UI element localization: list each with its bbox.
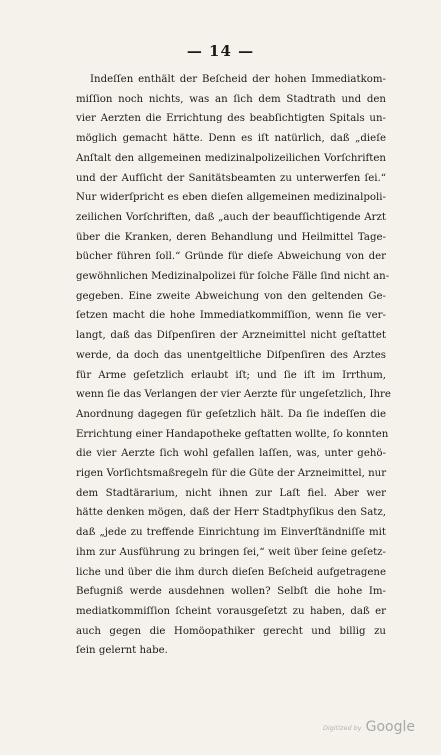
text-line: bücher führen ſoll.“ Gründe für dieſe Abweichung von der [76, 251, 386, 263]
text-line: dem Stadtärarium, nicht ihnen zur Laſt fiel. Aber wer [76, 487, 386, 499]
page-number: — 14 — [186, 42, 255, 60]
text-line: über die Kranken, deren Behandlung und Heilmittel Tage- [76, 231, 386, 243]
text-line: möglich gemacht hätte. Denn es iſt natürlich, daß „dieſe [76, 133, 386, 145]
text-line: gewöhnlichen Medizinalpolizei für ſolche Fälle ſind nicht an- [76, 271, 390, 283]
text-line: Indeſſen enthält der Beſcheid der hohen Immediatkom- [90, 74, 386, 85]
text-line: ſein gelernt habe. [76, 645, 168, 657]
digitized-label: Digitized by [322, 724, 362, 732]
digitized-watermark [323, 719, 415, 735]
text-line: gegeben. Eine zweite Abweichung von den geltenden Ge- [76, 290, 386, 302]
text-line: rigen Vorſichtsmaßregeln für die Güte der Arzneimittel, nur [76, 468, 387, 480]
text-line: ihm zur Ausführung zu bringen ſei,“ weit über ſeine geſetz- [76, 546, 386, 558]
google-logo: Google [365, 719, 415, 735]
text-line: liche und über die ihm durch dieſen Beſcheid aufgetragene [76, 566, 386, 578]
text-line: langt, daß das Diſpenſiren der Arzneimittel nicht geſtattet [76, 330, 386, 342]
text-line: Anſtalt den allgemeinen medizinalpolizeilichen Vorſchriften [76, 152, 386, 164]
body-text [76, 70, 391, 661]
text-line: daß „jede zu treffende Einrichtung im Einverſtändniſſe mit [76, 527, 386, 539]
text-line: mediatkommiſſion ſcheint vorausgeſetzt zu haben, daß er [76, 605, 386, 617]
text-line: für Arme geſetzlich erlaubt iſt; und ſie iſt im Irrthum, [76, 369, 386, 381]
text-line: ſetzen macht die hohe Immediatkommiſſion, wenn ſie ver- [76, 310, 386, 322]
text-line: zeilichen Vorſchriften, daß „auch der beaufſichtigende Arzt [76, 211, 386, 223]
text-line: Anordnung dagegen für geſetzlich hält. Da ſie indeſſen die [76, 408, 386, 420]
text-line: wenn ſie das Verlangen der vier Aerzte für ungeſetzlich, Ihre [76, 389, 391, 401]
text-line: die vier Aerzte ſich wohl gefallen laſſen, was, unter gehö- [76, 448, 386, 460]
text-line: Errichtung einer Handapotheke geſtatten wollte, ſo konnten [76, 428, 389, 440]
text-line: und der Aufſicht der Sanitätsbeamten zu unterwerfen ſei.“ [76, 172, 386, 184]
text-line: auch gegen die Homöopathiker gerecht und billig zu [76, 625, 386, 637]
text-line: hätte denken mögen, daß der Herr Stadtphyſikus den Satz, [76, 507, 386, 519]
text-line: Befugniß werde ausdehnen wollen? Selbſt die hohe Im- [76, 586, 386, 598]
text-line: Nur widerſpricht es eben dieſen allgemeinen medizinalpoli- [76, 192, 386, 204]
text-line: miſſion noch nichts, was an ſich dem Stadtrath und den [76, 93, 386, 105]
text-line: vier Aerzten die Errichtung des beabſichtigten Spitals un- [76, 113, 386, 125]
text-line: werde, da doch das unentgeltliche Diſpenſiren des Arztes [76, 349, 386, 361]
